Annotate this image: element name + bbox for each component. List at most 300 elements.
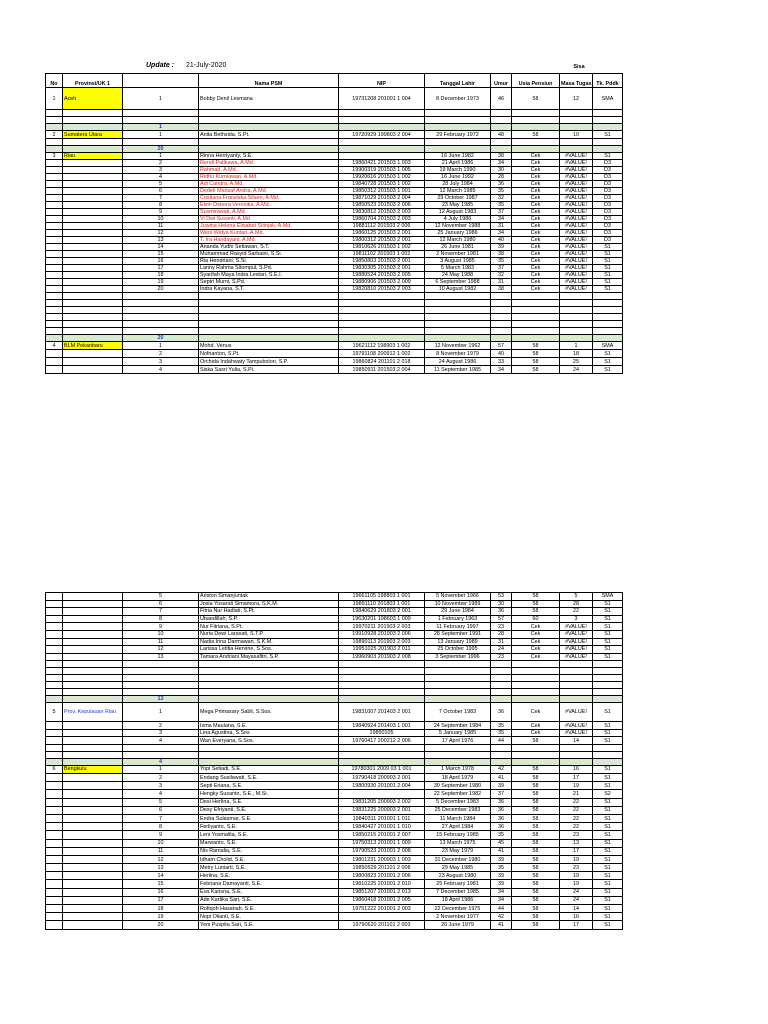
cell-empty (46, 307, 63, 314)
cell-usia-pensiun: 58 (512, 790, 560, 798)
cell-empty (63, 744, 123, 751)
section-count-row (46, 758, 623, 765)
cell-empty (560, 696, 593, 703)
cell-nama: Rinna Herriyanty, S.E. (199, 153, 339, 160)
cell-usia-pensiun: Cek (512, 258, 560, 265)
cell-nip: 19780301 2009 03 1 001 (339, 765, 425, 773)
cell-usia-pensiun: Cek (512, 195, 560, 202)
table-row (46, 765, 623, 773)
cell-umur: 28 (491, 630, 512, 638)
cell-nama: Ade Kartika Sari, S.E. (199, 896, 339, 904)
cell-usia-pensiun: Cek (512, 630, 560, 638)
cell-umur: 37 (491, 209, 512, 216)
cell-empty (593, 668, 623, 675)
cell-tanggal-lahir: 23 May 1979 (425, 847, 491, 855)
cell-no (46, 896, 63, 904)
cell-nip: 19790418 200903 2 001 (339, 774, 425, 782)
blank-row (46, 661, 623, 668)
cell-empty (560, 682, 593, 689)
cell-nip (339, 913, 425, 921)
cell-tk-pddk: S1 (593, 806, 623, 814)
cell-index: 16 (123, 888, 199, 896)
cell-tk-pddk: S1 (593, 272, 623, 279)
table-row (46, 600, 623, 608)
cell-no (46, 737, 63, 745)
cell-empty (199, 682, 339, 689)
cell-no: 1 (46, 88, 63, 110)
cell-tanggal-lahir: 27 April 1984 (425, 823, 491, 831)
cell-empty (560, 307, 593, 314)
cell-nip: 19850911 201503 2 004 (339, 366, 425, 374)
cell-empty (512, 335, 560, 342)
cell-tanggal-lahir: 11 September 1985 (425, 366, 491, 374)
cell-empty (491, 682, 512, 689)
cell-usia-pensiun: Cek (512, 286, 560, 293)
cell-masa-tugas: 13 (560, 839, 593, 847)
cell-provinsi (63, 174, 123, 181)
cell-empty (512, 744, 560, 751)
cell-nama: Isma Maulana, S.E. (199, 722, 339, 730)
cell-umur: 42 (491, 765, 512, 773)
section-count: 13 (123, 696, 199, 703)
cell-index: 8 (123, 202, 199, 209)
cell-provinsi (63, 790, 123, 798)
cell-empty (46, 321, 63, 328)
cell-no (46, 209, 63, 216)
table-row (46, 237, 623, 244)
cell-empty (339, 293, 425, 300)
cell-no (46, 160, 63, 167)
cell-tanggal-lahir: 20 June 1979 (425, 921, 491, 929)
blank-row (46, 328, 623, 335)
cell-empty (123, 675, 199, 682)
cell-index: 3 (123, 358, 199, 366)
cell-index: 10 (123, 630, 199, 638)
cell-provinsi (63, 896, 123, 904)
cell-usia-pensiun: Cek (512, 223, 560, 230)
cell-index: 1 (123, 88, 199, 110)
cell-nama: Fitria Nur Hadiati, S.Pt. (199, 608, 339, 616)
cell-masa-tugas: #VALUE! (560, 272, 593, 279)
cell-nip: 19831007 201403 2 001 (339, 703, 425, 722)
cell-provinsi (63, 888, 123, 896)
cell-tanggal-lahir: 25 October 1995 (425, 646, 491, 654)
cell-tanggal-lahir: 12 March 1980 (425, 237, 491, 244)
cell-tanggal-lahir: 11 February 1997 (425, 623, 491, 631)
cell-tk-pddk: SMA (593, 88, 623, 110)
psm-table-page-one (45, 73, 623, 374)
cell-nip: 19750313 201001 1 009 (339, 839, 425, 847)
cell-nip: 19840427 201001 1 010 (339, 823, 425, 831)
cell-provinsi (63, 251, 123, 258)
col-provinsi: Provinsi/UK 1 (63, 74, 123, 88)
section-count-row (46, 146, 623, 153)
cell-nip: 19831225 200903 2 001 (339, 806, 425, 814)
cell-index: 20 (123, 286, 199, 293)
cell-empty (560, 668, 593, 675)
cell-empty (491, 321, 512, 328)
cell-no (46, 593, 63, 601)
cell-empty (593, 307, 623, 314)
cell-masa-tugas: 17 (560, 847, 593, 855)
cell-usia-pensiun: Cek (512, 653, 560, 661)
page-gap (0, 540, 768, 587)
cell-tk-pddk: S1 (593, 615, 623, 623)
cell-umur: 39 (491, 244, 512, 251)
cell-umur: 34 (491, 160, 512, 167)
cell-empty (491, 668, 512, 675)
cell-tk-pddk: S2 (593, 790, 623, 798)
cell-empty (123, 682, 199, 689)
cell-index: 9 (123, 831, 199, 839)
cell-empty (491, 335, 512, 342)
cell-umur: 41 (491, 921, 512, 929)
cell-tk-pddk: S1 (593, 921, 623, 929)
cell-provinsi (63, 638, 123, 646)
cell-tk-pddk: S1 (593, 265, 623, 272)
cell-umur: 34 (491, 888, 512, 896)
cell-empty (425, 335, 491, 342)
cell-empty (512, 321, 560, 328)
cell-masa-tugas: 22 (560, 823, 593, 831)
cell-masa-tugas: #VALUE! (560, 279, 593, 286)
cell-no (46, 847, 63, 855)
cell-nama: Juwina Helena Elisabet Sitinjak, A.Md. (199, 223, 339, 230)
cell-usia-pensiun: 58 (512, 905, 560, 913)
cell-tanggal-lahir: 16 June 1992 (425, 174, 491, 181)
cell-no (46, 921, 63, 929)
cell-provinsi (63, 237, 123, 244)
cell-index: 14 (123, 872, 199, 880)
cell-no (46, 888, 63, 896)
cell-masa-tugas: #VALUE! (560, 167, 593, 174)
cell-masa-tugas: #VALUE! (560, 630, 593, 638)
table-row (46, 265, 623, 272)
cell-empty (63, 124, 123, 131)
cell-umur: 34 (491, 230, 512, 237)
cell-index: 12 (123, 855, 199, 863)
cell-usia-pensiun: 58 (512, 823, 560, 831)
cell-tanggal-lahir: 3 August 1985 (425, 258, 491, 265)
cell-usia-pensiun: Cek (512, 188, 560, 195)
cell-nama: Ubaedillah, S.P. (199, 615, 339, 623)
cell-masa-tugas: 25 (560, 358, 593, 366)
cell-no (46, 790, 63, 798)
cell-provinsi: Prov. Kepulauan Riau (63, 703, 123, 722)
cell-no (46, 880, 63, 888)
cell-index: 1 (123, 765, 199, 773)
cell-index: 5 (123, 593, 199, 601)
cell-empty (123, 689, 199, 696)
table-row (46, 251, 623, 258)
cell-umur: 31 (491, 223, 512, 230)
cell-usia-pensiun: 58 (512, 366, 560, 374)
cell-usia-pensiun: Cek (512, 646, 560, 654)
cell-umur: 39 (491, 855, 512, 863)
cell-provinsi (63, 737, 123, 745)
cell-empty (63, 751, 123, 758)
cell-provinsi (63, 921, 123, 929)
cell-empty (560, 675, 593, 682)
cell-tanggal-lahir: 8 November 1979 (425, 350, 491, 358)
table-row (46, 905, 623, 913)
cell-no: 4 (46, 342, 63, 350)
cell-empty (63, 689, 123, 696)
cell-nama: Marwanto, S.E. (199, 839, 339, 847)
cell-usia-pensiun: 58 (512, 765, 560, 773)
cell-nama: Nofrianton, S.Pt. (199, 350, 339, 358)
cell-empty (425, 328, 491, 335)
cell-empty (512, 117, 560, 124)
cell-masa-tugas: #VALUE! (560, 638, 593, 646)
cell-empty (560, 751, 593, 758)
cell-umur: 39 (491, 880, 512, 888)
table-row (46, 790, 623, 798)
cell-masa-tugas: #VALUE! (560, 223, 593, 230)
cell-empty (46, 751, 63, 758)
cell-masa-tugas: 24 (560, 888, 593, 896)
cell-empty (593, 117, 623, 124)
cell-provinsi (63, 798, 123, 806)
table-row (46, 630, 623, 638)
cell-empty (123, 139, 199, 146)
table-row (46, 88, 623, 110)
cell-empty (491, 314, 512, 321)
cell-no (46, 237, 63, 244)
cell-provinsi (63, 258, 123, 265)
table-row (46, 839, 623, 847)
cell-empty (512, 675, 560, 682)
cell-no (46, 798, 63, 806)
cell-empty (63, 307, 123, 314)
cell-empty (123, 117, 199, 124)
cell-tk-pddk: S1 (593, 258, 623, 265)
cell-index: 2 (123, 350, 199, 358)
cell-index: 5 (123, 181, 199, 188)
cell-no (46, 646, 63, 654)
cell-nip: 19881112 201503 2 006 (339, 223, 425, 230)
cell-usia-pensiun: 58 (512, 593, 560, 601)
cell-tanggal-lahir: 15 February 1985 (425, 831, 491, 839)
blank-row (46, 689, 623, 696)
cell-umur: 40 (491, 237, 512, 244)
cell-index: 15 (123, 251, 199, 258)
table-row (46, 223, 623, 230)
cell-empty (491, 300, 512, 307)
cell-usia-pensiun: Cek (512, 153, 560, 160)
cell-nama: Yeni Puspita Sari, S.E. (199, 921, 339, 929)
cell-index: 9 (123, 623, 199, 631)
cell-tk-pddk: S1 (593, 366, 623, 374)
cell-empty (491, 139, 512, 146)
cell-tk-pddk: S1 (593, 153, 623, 160)
cell-masa-tugas: 22 (560, 814, 593, 822)
cell-empty (339, 744, 425, 751)
cell-umur: 24 (491, 646, 512, 654)
cell-empty (491, 751, 512, 758)
cell-empty (425, 682, 491, 689)
cell-index: 10 (123, 216, 199, 223)
cell-empty (491, 293, 512, 300)
cell-index: 1 (123, 342, 199, 350)
cell-nama: Nadia Irina Darmawan, S.K.M. (199, 638, 339, 646)
cell-nip: 19960903 201903 2 008 (339, 653, 425, 661)
cell-tk-pddk: S1 (593, 244, 623, 251)
cell-provinsi (63, 722, 123, 730)
cell-usia-pensiun: Cek (512, 202, 560, 209)
cell-no (46, 774, 63, 782)
cell-no (46, 814, 63, 822)
cell-index: 13 (123, 653, 199, 661)
cell-empty (63, 110, 123, 117)
cell-empty (339, 751, 425, 758)
cell-provinsi (63, 880, 123, 888)
cell-nama: Josia Yosandi Simamora, S.K.M. (199, 600, 339, 608)
table-row (46, 216, 623, 223)
cell-usia-pensiun: Cek (512, 174, 560, 181)
cell-empty (123, 744, 199, 751)
col-umur: Umur (491, 74, 512, 88)
cell-index: 17 (123, 896, 199, 904)
cell-tk-pddk: S1 (593, 722, 623, 730)
cell-no (46, 855, 63, 863)
cell-nama: Septri Murni, S.Pd. (199, 279, 339, 286)
cell-provinsi (63, 358, 123, 366)
cell-umur: 44 (491, 905, 512, 913)
cell-empty (63, 661, 123, 668)
cell-nip: 19820810 201503 2 003 (339, 286, 425, 293)
cell-empty (199, 335, 339, 342)
cell-provinsi (63, 350, 123, 358)
cell-nama: Weni Widya Kuntari, A.Md. (199, 230, 339, 237)
cell-nama: Idham Cholid, S.E. (199, 855, 339, 863)
cell-masa-tugas: 19 (560, 855, 593, 863)
cell-tk-pddk: S1 (593, 623, 623, 631)
cell-tanggal-lahir: 18 April 1979 (425, 774, 491, 782)
cell-empty (593, 751, 623, 758)
cell-nama: Muhammad Rasyid Sarbaini, S.Si. (199, 251, 339, 258)
cell-usia-pensiun: 58 (512, 350, 560, 358)
cell-tanggal-lahir: 2 November 1977 (425, 913, 491, 921)
cell-nip: 19890113 201903 2 003 (339, 638, 425, 646)
cell-empty (63, 696, 123, 703)
table-row (46, 864, 623, 872)
blank-row (46, 668, 623, 675)
cell-index: 16 (123, 258, 199, 265)
cell-umur: 41 (491, 847, 512, 855)
cell-empty (63, 300, 123, 307)
cell-tk-pddk: S1 (593, 823, 623, 831)
cell-nip: 19630201 198603 1 009 (339, 615, 425, 623)
cell-tk-pddk: S1 (593, 737, 623, 745)
cell-index: 1 (123, 703, 199, 722)
cell-usia-pensiun: 58 (512, 600, 560, 608)
cell-tanggal-lahir: 10 November 1989 (425, 600, 491, 608)
cell-empty (425, 293, 491, 300)
cell-empty (339, 146, 425, 153)
cell-empty (512, 758, 560, 765)
cell-empty (46, 293, 63, 300)
page-two (0, 587, 768, 1024)
cell-usia-pensiun: Cek (512, 230, 560, 237)
cell-no (46, 839, 63, 847)
cell-nama: Desy Efriyanti, S.E. (199, 806, 339, 814)
cell-empty (491, 758, 512, 765)
cell-empty (46, 682, 63, 689)
cell-index: 13 (123, 237, 199, 244)
cell-umur: 37 (491, 265, 512, 272)
cell-tk-pddk: D3 (593, 230, 623, 237)
cell-usia-pensiun: Cek (512, 209, 560, 216)
update-line (146, 62, 226, 69)
cell-nama: Larissa Letitia Hervine, S.Sos. (199, 646, 339, 654)
cell-umur: 23 (491, 653, 512, 661)
cell-empty (593, 328, 623, 335)
cell-empty (512, 328, 560, 335)
cell-empty (339, 139, 425, 146)
cell-index: 5 (123, 798, 199, 806)
table-row (46, 806, 623, 814)
cell-index: 2 (123, 722, 199, 730)
cell-provinsi (63, 646, 123, 654)
table-row (46, 195, 623, 202)
table-row (46, 729, 623, 737)
cell-provinsi (63, 279, 123, 286)
cell-umur: 38 (491, 153, 512, 160)
cell-empty (339, 321, 425, 328)
cell-usia-pensiun: 58 (512, 913, 560, 921)
cell-no (46, 286, 63, 293)
cell-empty (339, 689, 425, 696)
table-row (46, 847, 623, 855)
cell-nip: 19811102 201503 1 002 (339, 251, 425, 258)
cell-provinsi (63, 839, 123, 847)
cell-masa-tugas: 5 (560, 593, 593, 601)
table-row (46, 782, 623, 790)
cell-empty (46, 689, 63, 696)
cell-usia-pensiun: 58 (512, 358, 560, 366)
cell-nip: 19840728 201503 1 002 (339, 181, 425, 188)
cell-empty (425, 314, 491, 321)
cell-usia-pensiun: Cek (512, 160, 560, 167)
cell-tanggal-lahir: 19 March 1990 (425, 167, 491, 174)
cell-empty (63, 668, 123, 675)
cell-no (46, 350, 63, 358)
cell-usia-pensiun: 58 (512, 896, 560, 904)
cell-empty (491, 307, 512, 314)
cell-umur: 38 (491, 251, 512, 258)
cell-provinsi: Sumatera Utara (63, 131, 123, 139)
cell-nip: 19760417 200212 2 006 (339, 737, 425, 745)
cell-nip: 19810626 201503 1 002 (339, 244, 425, 251)
cell-usia-pensiun: Cek (512, 216, 560, 223)
cell-umur: 48 (491, 131, 512, 139)
cell-masa-tugas: 3 (560, 615, 593, 623)
cell-umur: 34 (491, 896, 512, 904)
cell-nip: 19720929 199803 2 004 (339, 131, 425, 139)
table-row (46, 831, 623, 839)
cell-tanggal-lahir: 29 May 1985 (425, 864, 491, 872)
cell-usia-pensiun: Cek (512, 722, 560, 730)
cell-index: 18 (123, 272, 199, 279)
cell-empty (46, 668, 63, 675)
col-nama: Nama PSM (199, 74, 339, 88)
cell-provinsi (63, 806, 123, 814)
cell-empty (491, 124, 512, 131)
table-row (46, 272, 623, 279)
cell-umur: 39 (491, 872, 512, 880)
table-row (46, 638, 623, 646)
